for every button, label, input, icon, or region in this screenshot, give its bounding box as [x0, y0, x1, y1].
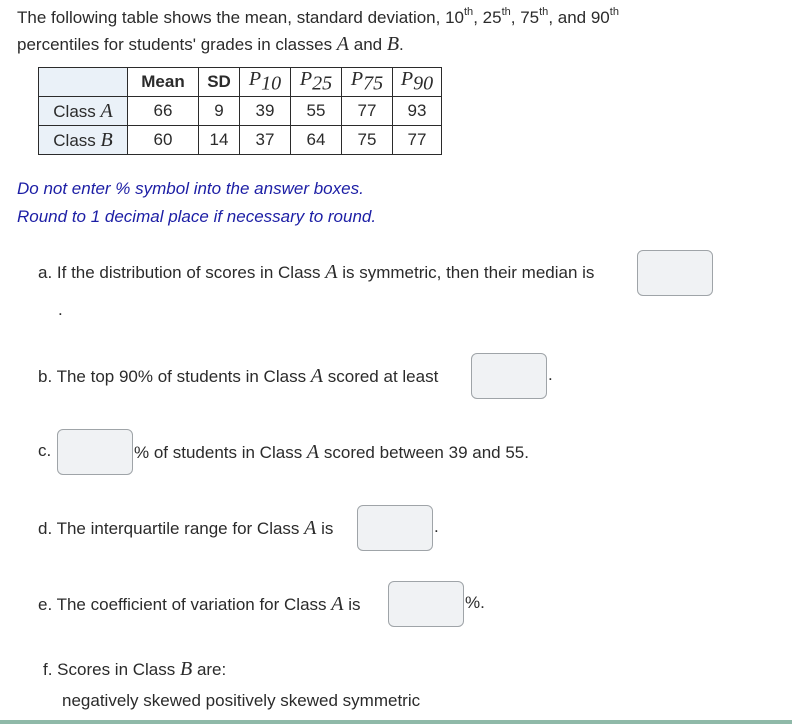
table-header-row: [39, 68, 442, 97]
bottom-divider: [0, 720, 792, 724]
answer-e-input[interactable]: [388, 581, 464, 627]
question-d-text: d. The interquartile range for Class A is: [38, 517, 334, 539]
question-f-text: f. Scores in Class B are:: [43, 658, 227, 680]
intro-line-1: The following table shows the mean, standard deviation, 10th, 25th, 75th, and 90th: [17, 6, 619, 27]
option-negatively-skewed[interactable]: negatively skewed: [62, 691, 201, 710]
cell-a-p75: 77: [342, 97, 393, 126]
intro-line-2: percentiles for students' grades in classes A and B.: [17, 33, 404, 55]
question-c-text: % of students in Class A scored between 39 and 55.: [134, 441, 529, 463]
question-a-trailing-period: .: [58, 300, 63, 319]
table-row: [39, 126, 442, 155]
cell-b-p25: 64: [291, 126, 342, 155]
question-e-text: e. The coefficient of variation for Class A is: [38, 593, 361, 615]
question-f-options: [62, 691, 420, 711]
option-symmetric[interactable]: symmetric: [342, 691, 421, 710]
question-d-trailing-period: .: [434, 517, 439, 536]
question-e-percent-suffix: %.: [465, 593, 485, 612]
answer-a-input[interactable]: [637, 250, 713, 296]
question-b-text: b. The top 90% of students in Class A scored at least: [38, 365, 439, 387]
header-p90: $P_{90}$: [393, 68, 442, 97]
option-positively-skewed[interactable]: positively skewed: [205, 691, 338, 710]
answer-c-input[interactable]: [57, 429, 133, 475]
header-p25: $P_{25}$: [291, 68, 342, 97]
answer-d-input[interactable]: [357, 505, 433, 551]
cell-b-p10: 37: [240, 126, 291, 155]
instruction-rounding: Round to 1 decimal place if necessary to round.: [17, 207, 377, 226]
cell-a-sd: 9: [199, 97, 240, 126]
cell-a-p90: 93: [393, 97, 442, 126]
header-sd: SD: [199, 68, 240, 97]
question-c-label: c.: [38, 441, 52, 460]
cell-a-p10: 39: [240, 97, 291, 126]
answer-b-input[interactable]: [471, 353, 547, 399]
cell-a-mean: 66: [128, 97, 199, 126]
table-row: [39, 97, 442, 126]
cell-b-p75: 75: [342, 126, 393, 155]
instruction-no-percent: Do not enter % symbol into the answer boxes.: [17, 179, 364, 198]
row-label-class-b: Class B: [39, 126, 128, 155]
cell-b-mean: 60: [128, 126, 199, 155]
question-b-trailing-period: .: [548, 365, 553, 384]
row-label-class-a: Class A: [39, 97, 128, 126]
cell-b-sd: 14: [199, 126, 240, 155]
intro-paragraph: [17, 4, 619, 58]
question-a-text: a. If the distribution of scores in Class A is symmetric, then their median is: [38, 261, 595, 283]
stats-table: [38, 67, 442, 155]
header-p75: $P_{75}$: [342, 68, 393, 97]
header-p10: $P_{10}$: [240, 68, 291, 97]
cell-a-p25: 55: [291, 97, 342, 126]
cell-b-p90: 77: [393, 126, 442, 155]
header-mean: Mean: [128, 68, 199, 97]
table-corner-cell: [39, 68, 128, 97]
